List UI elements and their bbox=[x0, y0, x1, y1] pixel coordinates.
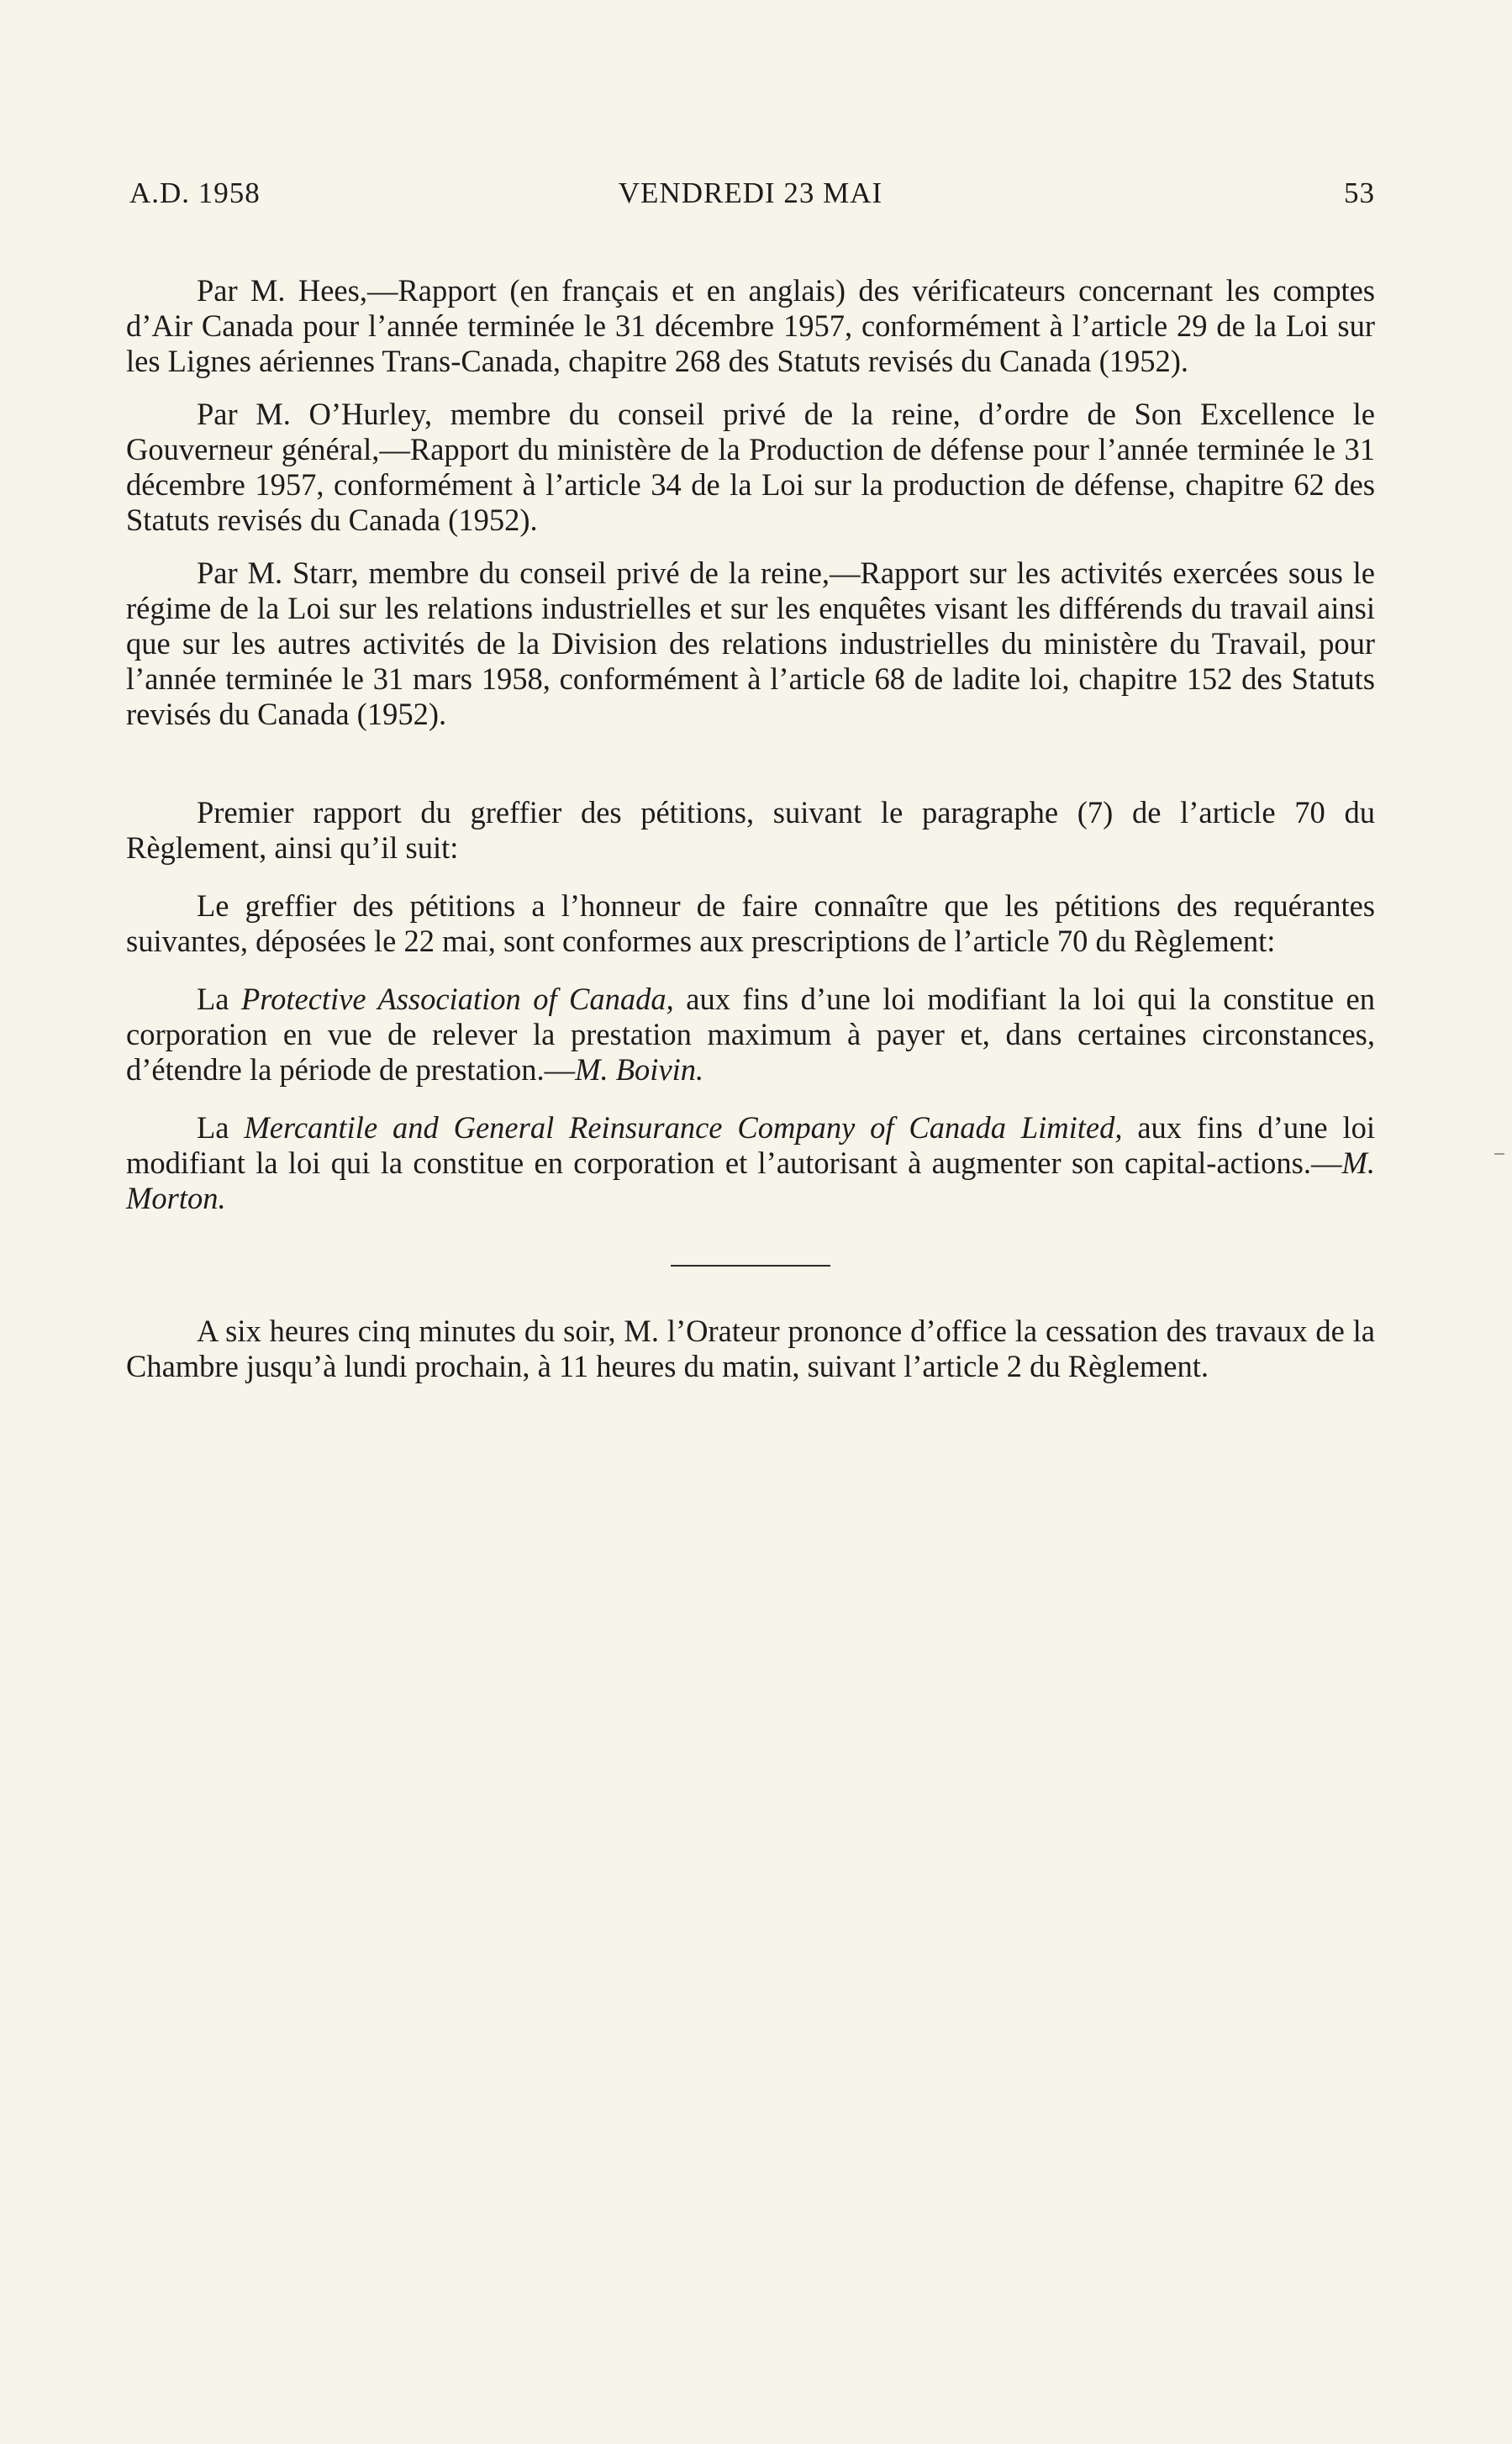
page-number: 53 bbox=[1344, 176, 1375, 209]
page bbox=[126, 176, 1375, 1384]
page-body bbox=[126, 273, 1375, 1384]
petition-text: aux fins d’une loi modifiant la loi qui la constitue en corporation en vue de relever la prestation maximum à payer et, dans certaines circonstances, d’étendre la période de prestation.— bbox=[126, 982, 1376, 1087]
petition-sponsor: M. Boivin. bbox=[575, 1052, 704, 1087]
paragraph-hees-report: Par M. Hees,—Rapport (en français et en anglais) des vérificateurs concernant les comptes d’Air Canada pour l’année terminée le 31 décembre 1957, conformément à l’article 29 de la Loi sur les Lignes aériennes Trans-Canada, chapitre 268 des Statuts revisés du Canada (1952). bbox=[126, 273, 1375, 378]
petition-text: aux fins d’une loi modifiant la loi qui la constitue en corporation et l’autorisant à augmenter son capital-actions.— bbox=[126, 1110, 1375, 1180]
margin-mark bbox=[1494, 1153, 1504, 1155]
section-divider bbox=[671, 1265, 830, 1267]
paragraph-starr-report: Par M. Starr, membre du conseil privé de la reine,—Rapport sur les activités exercées sous le régime de la Loi sur les relations industrielles et sur les enquêtes visant les différends du travail ainsi que sur les autres activités de la Division des relations industrielles du ministère du Travail, pour l’année terminée le 31 mars 1958, conformément à l’article 68 de ladite loi, chapitre 152 des Statuts revisés du Canada (1952). bbox=[126, 556, 1375, 731]
paragraph-protective-association bbox=[126, 982, 1375, 1088]
petition-lead: La bbox=[197, 1110, 245, 1145]
petition-lead: La bbox=[197, 982, 241, 1016]
header-year: A.D. 1958 bbox=[129, 176, 261, 209]
paragraph-petitions-clerk: Le greffier des pétitions a l’honneur de faire connaître que les pétitions des requérantes suivantes, déposées le 22 mai, sont conformes aux prescriptions de l’article 70 du Règlement: bbox=[126, 888, 1375, 958]
header-date: VENDREDI 23 MAI bbox=[618, 176, 883, 209]
petitioner-name: Protective Association of Canada, bbox=[240, 982, 674, 1016]
paragraph-adjournment: A six heures cinq minutes du soir, M. l’Orateur prononce d’office la cessation des travaux de la Chambre jusqu’à lundi prochain, à 11 heures du matin, suivant l’article 2 du Règlement. bbox=[126, 1314, 1375, 1383]
paragraph-petitions-report: Premier rapport du greffier des pétitions, suivant le paragraphe (7) de l’article 70 du Règlement, ainsi qu’il suit: bbox=[126, 795, 1375, 865]
petition-sponsor: M. Morton. bbox=[126, 1146, 1375, 1215]
running-header bbox=[126, 176, 1375, 220]
paragraph-mercantile-general bbox=[126, 1110, 1375, 1216]
paragraph-ohurley-report: Par M. O’Hurley, membre du conseil privé de la reine, d’ordre de Son Excellence le Gouverneur général,—Rapport du ministère de la Production de défense pour l’année terminée le 31 décembre 1957, conformément à l’article 34 de la Loi sur la production de défense, chapitre 62 des Statuts revisés du Canada (1952). bbox=[126, 397, 1375, 537]
petitioner-name: Mercantile and General Reinsurance Company of Canada Limited, bbox=[244, 1110, 1123, 1145]
